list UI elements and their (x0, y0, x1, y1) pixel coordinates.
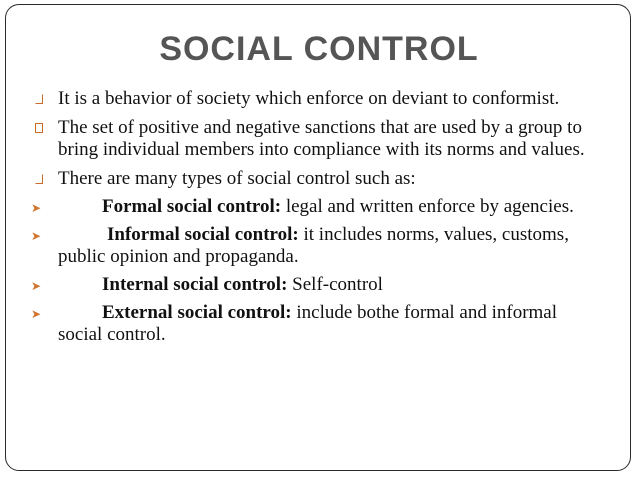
square-bullet-icon (35, 94, 43, 104)
square-bullet-icon (35, 174, 43, 184)
sub-bullet-term: External social control: (102, 302, 292, 323)
bullet-text: It is a behavior of society which enforce on deviant to conformist. (58, 88, 560, 109)
arrow-bullet-icon: ➤ (31, 201, 42, 215)
square-bullet-icon (35, 123, 43, 133)
bullet-text: The set of positive and negative sanctions that are used by a group to bring individual members into compliance with its norms and values. (58, 117, 585, 160)
sub-bullet-item (31, 302, 594, 346)
arrow-bullet-icon: ➤ (31, 229, 42, 243)
arrow-bullet-icon: ➤ (31, 307, 42, 321)
sub-bullet-text: it includes norms, values, customs, public opinion and propaganda. (58, 224, 569, 267)
sub-bullet-term: Formal social control: (102, 196, 282, 217)
slide-content (31, 88, 594, 346)
sub-bullet-item (31, 224, 594, 268)
bullet-item (34, 117, 594, 161)
slide-title: SOCIAL CONTROL (159, 30, 479, 68)
bullet-text: There are many types of social control such as: (58, 168, 416, 189)
sub-bullet-text: Self-control (287, 274, 383, 295)
sub-bullet-term: Informal social control: (107, 224, 299, 245)
sub-bullet-item (31, 196, 594, 218)
sub-bullet-term: Internal social control: (102, 274, 288, 295)
bullet-item (34, 168, 594, 190)
sub-bullet-text: legal and written enforce by agencies. (281, 196, 574, 217)
bullet-item (34, 88, 594, 110)
arrow-bullet-icon: ➤ (31, 279, 42, 293)
sub-bullet-item (31, 274, 594, 296)
sub-bullet-text: include bothe formal and informal social control. (58, 302, 558, 345)
